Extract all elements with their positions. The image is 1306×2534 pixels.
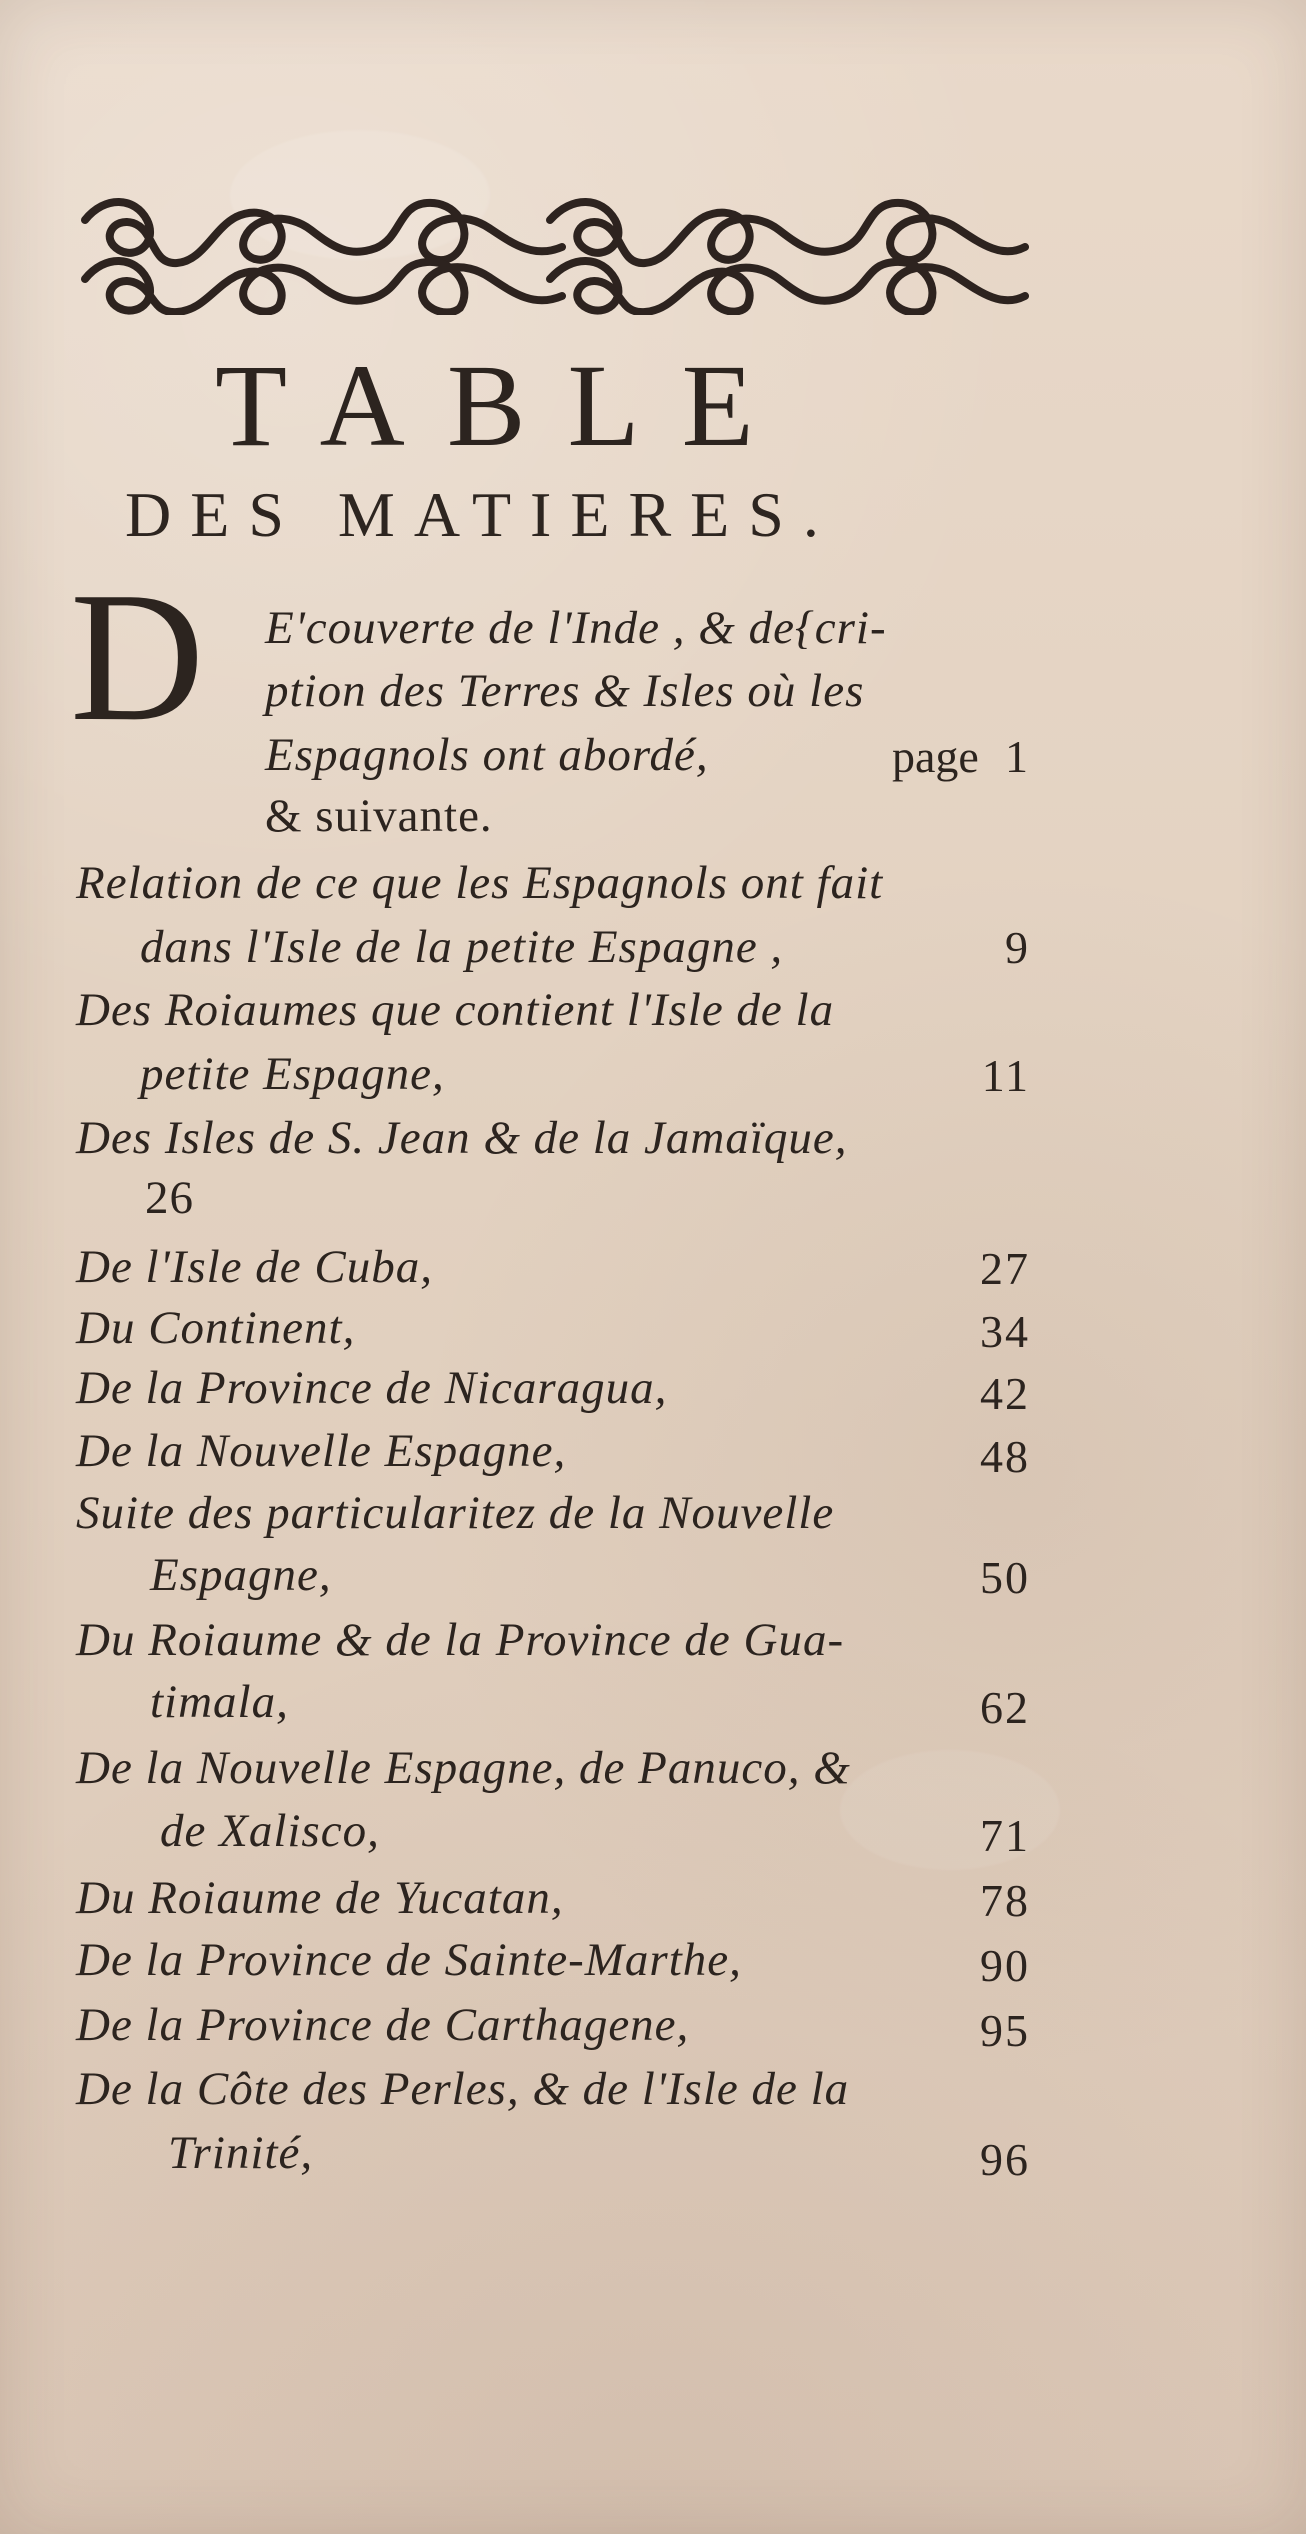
entry-relation-line-1: Relation de ce que les Espagnols ont fait	[76, 857, 884, 909]
opening-page-label: page	[892, 731, 979, 782]
entry-guatimala-page: 62	[980, 1682, 1030, 1733]
entry-carthagene-page: 95	[980, 2005, 1030, 2056]
entry-cuba-line: De l'Isle de Cuba,	[76, 1241, 433, 1293]
opening-entry-line-4: & suivante.	[265, 790, 493, 842]
opening-page-number: 1	[1005, 731, 1030, 782]
entry-perles-line-1: De la Côte des Perles, & de l'Isle de la	[76, 2063, 850, 2115]
entry-sainte-marthe-line: De la Province de Sainte-Marthe,	[76, 1934, 742, 1986]
entry-guatimala-line-2: timala,	[150, 1676, 289, 1728]
entry-nouvelle-espagne-line: De la Nouvelle Espagne,	[76, 1425, 567, 1477]
opening-entry-line-3: Espagnols ont abordé,	[265, 729, 709, 781]
entry-isles-line-2: 26	[145, 1172, 194, 1224]
entry-sainte-marthe-page: 90	[980, 1940, 1030, 1991]
opening-entry-line-2: ption des Terres & Isles où les	[265, 665, 865, 717]
entry-perles-line-2: Trinité,	[168, 2127, 314, 2179]
entry-relation-line-2: dans l'Isle de la petite Espagne ,	[140, 921, 784, 973]
entry-carthagene-line: De la Province de Carthagene,	[76, 1999, 690, 2051]
entry-roiaumes-line-1: Des Roiaumes que contient l'Isle de la	[76, 984, 835, 1036]
entry-cuba-page: 27	[980, 1243, 1030, 1294]
entry-roiaumes-line-2: petite Espagne,	[140, 1048, 445, 1100]
entry-continent-line: Du Continent,	[76, 1302, 356, 1354]
entry-panuco-page: 71	[980, 1810, 1030, 1861]
entry-suite-line-2: Espagne,	[150, 1549, 332, 1601]
entry-suite-page: 50	[980, 1552, 1030, 1603]
page-title: TABLE	[215, 340, 796, 471]
entry-panuco-line-1: De la Nouvelle Espagne, de Panuco, &	[76, 1742, 851, 1794]
entry-perles-page: 96	[980, 2134, 1030, 2185]
entry-nicaragua-page: 42	[980, 1368, 1030, 1419]
entry-nouvelle-espagne-page: 48	[980, 1431, 1030, 1482]
entry-relation-page: 9	[1005, 922, 1030, 973]
entry-suite-line-1: Suite des particularitez de la Nouvelle	[76, 1487, 835, 1539]
entry-continent-page: 34	[980, 1306, 1030, 1357]
entry-yucatan-page: 78	[980, 1875, 1030, 1926]
drop-cap: D	[70, 554, 205, 760]
entry-isles-line-1: Des Isles de S. Jean & de la Jamaïque,	[76, 1112, 848, 1164]
entry-roiaumes-page: 11	[981, 1050, 1030, 1101]
opening-entry-line-1: E'couverte de l'Inde , & de{cri-	[265, 602, 887, 654]
entry-guatimala-line-1: Du Roiaume & de la Province de Gua-	[76, 1614, 845, 1666]
decorative-headpiece	[75, 185, 1035, 315]
entry-yucatan-line: Du Roiaume de Yucatan,	[76, 1872, 564, 1924]
entry-nicaragua-line: De la Province de Nicaragua,	[76, 1362, 668, 1414]
page-subtitle: DES MATIERES.	[125, 479, 838, 550]
entry-panuco-line-2: de Xalisco,	[160, 1805, 380, 1857]
